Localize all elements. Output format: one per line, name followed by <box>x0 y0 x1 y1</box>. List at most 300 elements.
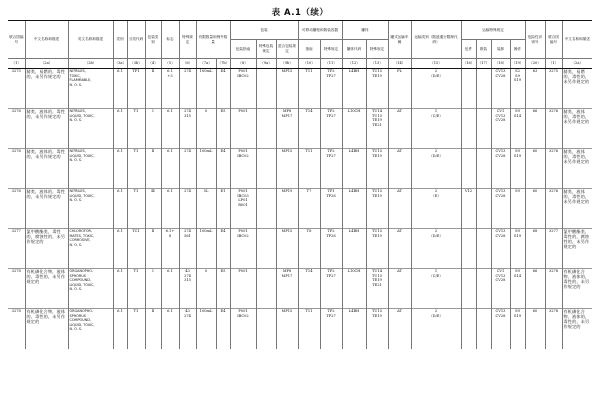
cell-line: TP2 <box>327 269 335 273</box>
col-veh: 罐式运输车辆 <box>388 21 411 59</box>
column-number: （11） <box>320 59 342 69</box>
cell-lq: 0 <box>196 269 216 309</box>
cell-eq: E5 <box>216 269 230 309</box>
cell-sp <box>179 309 196 349</box>
cell-un-repeat: 3275 <box>545 69 562 109</box>
cell-line: N. O. S. <box>69 242 83 247</box>
cell-line: COMPOUND, <box>69 318 91 323</box>
col-op: 操作 <box>510 40 525 59</box>
cell-code: T1 <box>127 109 145 149</box>
cell-line: P001 <box>238 69 248 73</box>
cell-line: 6.1+ <box>165 229 175 233</box>
col-tsp: 特殊规定 <box>320 40 342 59</box>
cell-line: ORGANOPHO- <box>69 309 94 313</box>
cell-mp: MP15 <box>276 69 298 109</box>
cell-eq: E5 <box>216 109 230 149</box>
table-body <box>8 69 592 349</box>
cell-line: CV13 <box>495 309 506 313</box>
cell-lq: 100mL <box>196 69 216 109</box>
column-number: （18） <box>491 59 510 69</box>
cell-line: P001 <box>238 149 248 153</box>
cell-line: S9 <box>515 189 520 193</box>
cell-line: 43 <box>185 309 190 313</box>
cell-label <box>161 69 179 109</box>
col-class: 类别 <box>113 21 127 59</box>
cell-line: 274 <box>184 313 191 318</box>
cell-tsp <box>320 189 342 229</box>
cell-line: IBC03 <box>237 193 249 198</box>
cell-zh: 腈类，易燃的，毒性的，未另作规定的 <box>25 69 68 109</box>
cell-line: （E） <box>431 193 441 198</box>
cell-veh: AT <box>388 309 411 349</box>
cell-line: 6.1 <box>167 109 173 113</box>
cell-line: TE19 <box>372 313 382 318</box>
cell-line: S19 <box>513 153 522 158</box>
cell-un: 3276 <box>8 109 25 149</box>
cell-line: P001 <box>238 189 248 193</box>
cell-line: TP28 <box>326 233 336 238</box>
cell-line: TP2 <box>327 149 335 153</box>
cell-un: 3276 <box>8 149 25 189</box>
cell-lq: 5L <box>196 189 216 229</box>
cell-cat <box>411 189 461 229</box>
cell-line: ORGANOPHO- <box>69 269 94 273</box>
cell-line: S9 <box>515 149 520 153</box>
cell-line: 6.1 <box>167 269 173 273</box>
cell-line: 6.1 <box>167 189 173 193</box>
cell-line: LIQUID, TOXIC, <box>69 153 95 158</box>
cell-cls: 6.1 <box>113 269 127 309</box>
cell-hin: 68 <box>525 229 545 269</box>
cell-bulk <box>476 149 491 189</box>
cell-line: 6.1 <box>167 149 173 153</box>
cell-ti: T8 <box>298 229 320 269</box>
cell-un-repeat: 3277 <box>545 229 562 269</box>
cell-line: TOXIC, <box>69 73 81 78</box>
cell-en <box>68 189 113 229</box>
cell-line: MATES, TOXIC, <box>69 233 95 238</box>
column-number: （8） <box>230 59 256 69</box>
cell-tsp <box>320 69 342 109</box>
cell-line: TE19 <box>372 193 382 198</box>
cell-tc: L4BH <box>342 149 366 189</box>
column-number: （1） <box>8 59 25 69</box>
cell-hin: 66 <box>525 269 545 309</box>
cell-un-repeat: 3276 <box>545 189 562 229</box>
col-pg: 包装类别 <box>145 21 161 59</box>
cell-eq: E4 <box>216 149 230 189</box>
cell-line: TP27 <box>326 113 336 118</box>
cell-line: 8 <box>168 233 172 238</box>
cell-line: CV28 <box>495 118 506 123</box>
cell-pkg <box>461 109 476 149</box>
cell-line: S2 <box>515 69 520 73</box>
cell-sp <box>179 149 196 189</box>
cell-op <box>510 189 525 229</box>
cell-pkg <box>461 149 476 189</box>
cell-line: TU15 <box>372 149 383 153</box>
cell-pi <box>230 189 256 229</box>
cell-pkg <box>461 269 476 309</box>
cell-line: 274 <box>184 149 191 153</box>
column-number: （17） <box>476 59 491 69</box>
cell-tsp <box>320 269 342 309</box>
cell-line: CV1 <box>496 269 505 273</box>
cell-line: CHLOROFOR- <box>69 229 92 233</box>
cell-pg: Ⅲ <box>145 189 161 229</box>
cell-line: （C/E） <box>429 113 443 118</box>
cell-zhr: 氯甲酸酯类，毒性的，腐蚀性的，未另作规定的 <box>562 229 592 269</box>
cell-line: 1 <box>434 109 438 113</box>
cell-un: 3275 <box>8 69 25 109</box>
cell-pg: Ⅰ <box>145 269 161 309</box>
cell-bulk <box>476 309 491 349</box>
cell-zhr: 有机磷化合物，液体的，毒性的，未另作规定的 <box>562 269 592 309</box>
cell-pi <box>230 309 256 349</box>
cell-line: SPHORUS <box>69 273 86 278</box>
cell-line: 315 <box>184 278 191 283</box>
cell-ti: T11 <box>298 149 320 189</box>
cell-tc: L10CH <box>342 109 366 149</box>
cell-tsp2 <box>366 269 388 309</box>
cell-code: T1 <box>127 189 145 229</box>
cell-un-repeat: 3278 <box>545 269 562 309</box>
cell-line: TP2 <box>327 69 335 73</box>
cell-line: CV13 <box>495 149 506 153</box>
cell-ti: T7 <box>298 189 320 229</box>
cell-line: 274 <box>184 273 191 278</box>
cell-line: CV28 <box>495 278 506 283</box>
cell-line: TP27 <box>326 73 336 78</box>
col-psp: 特殊包装规定 <box>256 40 276 59</box>
cell-line: 561 <box>184 233 191 238</box>
cell-line: CV28 <box>495 233 506 238</box>
cell-line: IBC02 <box>237 73 249 78</box>
cell-en <box>68 109 113 149</box>
cell-en <box>68 269 113 309</box>
cell-un: 3278 <box>8 269 25 309</box>
cell-line: TU15 <box>372 189 383 193</box>
cell-line: （D/E） <box>429 153 443 158</box>
cell-line: TU15 <box>372 229 383 233</box>
cell-line: 6.1 <box>167 309 173 313</box>
cell-cat <box>411 309 461 349</box>
cell-code: TF1 <box>127 69 145 109</box>
cell-line: TE19 <box>372 73 382 78</box>
cell-line: P001 <box>238 309 248 313</box>
cell-load <box>491 229 510 269</box>
table-title: 表 A.1（续） <box>271 8 329 18</box>
cell-label <box>161 149 179 189</box>
cell-pg: Ⅱ <box>145 309 161 349</box>
cell-label <box>161 229 179 269</box>
cell-line: 2 <box>434 69 438 73</box>
cell-line: TU15 <box>372 113 383 118</box>
cell-tsp2 <box>366 229 388 269</box>
cell-line: TU14 <box>372 269 383 273</box>
column-number: （6） <box>179 59 196 69</box>
cell-tsp2 <box>366 69 388 109</box>
cell-pkg <box>461 229 476 269</box>
cell-ti: T14 <box>298 269 320 309</box>
cell-ti: T11 <box>298 309 320 349</box>
cell-veh: AT <box>388 149 411 189</box>
cell-pi <box>230 69 256 109</box>
cell-line: S19 <box>513 313 522 318</box>
cell-un-repeat: 3276 <box>545 149 562 189</box>
cell-line: S14 <box>513 113 522 118</box>
cell-lq: 0 <box>196 109 216 149</box>
cell-zh: 氯甲酸酯类，毒性的，腐蚀性的，未另作规定的 <box>25 229 68 269</box>
cell-tc: L10CH <box>342 269 366 309</box>
cell-line: NITRILES, <box>69 109 86 113</box>
cell-ti: T14 <box>298 109 320 149</box>
cell-zh: 腈类，液体的，毒性的，未另作规定的 <box>25 109 68 149</box>
cell-lq: 100mL <box>196 229 216 269</box>
cell-line: CV13 <box>495 229 506 233</box>
cell-cat <box>411 69 461 109</box>
cell-line: S9 <box>515 229 520 233</box>
cell-mp: MP8 MP17 <box>276 109 298 149</box>
cell-line: 1 <box>434 269 438 273</box>
column-number: （4） <box>145 59 161 69</box>
column-number: （2b） <box>68 59 113 69</box>
cell-op <box>510 269 525 309</box>
col-bulk: 散装 <box>476 40 491 59</box>
cell-line: FLAMMABLE, <box>69 78 92 83</box>
cell-ti: T11 <box>298 69 320 109</box>
cell-line: CV1 <box>496 109 505 113</box>
cell-line: N. O. S. <box>69 287 83 292</box>
column-number: （14） <box>388 59 411 69</box>
cell-pg: Ⅰ <box>145 109 161 149</box>
cell-load <box>491 269 510 309</box>
group-special: 运输特殊规定 <box>461 21 525 40</box>
column-number: （12） <box>342 59 366 69</box>
cell-sp <box>179 189 196 229</box>
cell-tsp <box>320 309 342 349</box>
column-number: （5） <box>161 59 179 69</box>
cell-line: 315 <box>184 113 191 118</box>
col-hin: 危险性识别号 <box>525 21 545 59</box>
cell-line: CV13 <box>495 113 506 118</box>
cell-line: N. O. S. <box>69 198 83 203</box>
cell-line: TU15 <box>372 273 383 278</box>
col-name-zh: 中文名称和描述 <box>25 21 68 59</box>
column-number: （20） <box>525 59 545 69</box>
cell-line: LIQUID, TOXIC, <box>69 113 95 118</box>
cell-line: S9 <box>515 109 520 113</box>
cell-pkg: V12 <box>461 189 476 229</box>
cell-code: T1 <box>127 149 145 189</box>
cell-bulk <box>476 189 491 229</box>
column-number: （10） <box>298 59 320 69</box>
cell-eq: E4 <box>216 69 230 109</box>
cell-line: TU14 <box>372 109 383 113</box>
cell-line: LIQUID, TOXIC, <box>69 193 95 198</box>
table-row <box>8 229 592 269</box>
cell-en <box>68 309 113 349</box>
cell-en <box>68 229 113 269</box>
column-number: （15） <box>411 59 461 69</box>
cell-line: P001 <box>238 109 248 113</box>
cell-pkg <box>461 69 476 109</box>
cell-veh: AT <box>388 189 411 229</box>
col-zh2: 中文名称和描述 <box>562 21 592 59</box>
cell-un-repeat: 3278 <box>545 309 562 349</box>
cell-un: 3277 <box>8 229 25 269</box>
cell-bulk <box>476 109 491 149</box>
cell-bulk <box>476 229 491 269</box>
cell-en <box>68 149 113 189</box>
cell-line: TU15 <box>372 69 383 73</box>
cell-line: N. O. S. <box>69 118 83 123</box>
cell-cls: 6.1 <box>113 69 127 109</box>
dangerous-goods-table <box>8 21 592 349</box>
cell-load <box>491 149 510 189</box>
cell-line: COMPOUND, <box>69 278 91 283</box>
cell-line: N. O. S. <box>69 158 83 163</box>
cell-line: TE19 <box>372 233 382 238</box>
cell-line: 274 <box>184 69 191 73</box>
cell-mp: MP19 <box>276 189 298 229</box>
cell-line: （D/E） <box>429 233 443 238</box>
cell-zhr: 腈类，液体的，毒性的，未另作规定的 <box>562 109 592 149</box>
cell-line: TP2 <box>327 309 335 313</box>
cell-cat <box>411 109 461 149</box>
cell-line: TE21 <box>372 282 382 287</box>
col-un: 联合国编号 <box>8 21 25 59</box>
cell-cat <box>411 229 461 269</box>
cell-zh: 腈类，液体的，毒性的，未另作规定的 <box>25 189 68 229</box>
cell-op <box>510 149 525 189</box>
cell-zhr: 腈类，液体的，毒性的，未另作规定的 <box>562 189 592 229</box>
col-lq: 有限数量和例外数量 <box>196 21 230 59</box>
column-number: （13） <box>366 59 388 69</box>
cell-tc: L4BH <box>342 229 366 269</box>
table-row <box>8 309 592 349</box>
cell-pg: Ⅱ <box>145 229 161 269</box>
cell-line: S14 <box>513 273 522 278</box>
cell-veh: AT <box>388 109 411 149</box>
cell-line: N. O. S. <box>69 327 83 332</box>
cell-line: TP28 <box>326 193 336 198</box>
cell-line: LP01 <box>238 198 248 203</box>
cell-line: 2 <box>434 309 438 313</box>
cell-op <box>510 229 525 269</box>
cell-line: TE21 <box>372 122 382 127</box>
cell-tsp <box>320 229 342 269</box>
cell-tsp2 <box>366 309 388 349</box>
cell-line: 274 <box>184 229 191 233</box>
cell-line: TP27 <box>326 313 336 318</box>
cell-line: 6.1 <box>167 69 173 73</box>
cell-bulk <box>476 69 491 109</box>
cell-load <box>491 309 510 349</box>
cell-zh: 腈类，液体的，毒性的，未另作规定的 <box>25 149 68 189</box>
table-row <box>8 269 592 309</box>
cell-line: N. O. S. <box>69 82 83 87</box>
cell-bulk <box>476 269 491 309</box>
col-ti: 指南 <box>298 40 320 59</box>
cell-line: R001 <box>238 202 248 207</box>
cell-line: CV28 <box>495 73 506 78</box>
cell-code: T1 <box>127 309 145 349</box>
cell-load <box>491 69 510 109</box>
cell-tsp2 <box>366 189 388 229</box>
cell-code: T1 <box>127 269 145 309</box>
cell-en <box>68 69 113 109</box>
cell-label <box>161 309 179 349</box>
cell-tc: L4BH <box>342 69 366 109</box>
cell-hin: 60 <box>525 189 545 229</box>
cell-line: TP1 <box>327 189 335 193</box>
cell-cls: 6.1 <box>113 149 127 189</box>
cell-load <box>491 109 510 149</box>
col-code: 分类代码 <box>127 21 145 59</box>
cell-op <box>510 109 525 149</box>
group-rtank: 罐体 <box>342 21 388 40</box>
cell-zhr: 有机磷化合物，液体的，毒性的，未另作规定的 <box>562 309 592 349</box>
cell-hin: 66 <box>525 109 545 149</box>
cell-line: 2 <box>434 229 438 233</box>
cell-op <box>510 309 525 349</box>
cell-cat <box>411 149 461 189</box>
cell-un-repeat: 3276 <box>545 109 562 149</box>
cell-line: 274 <box>184 189 191 193</box>
cell-psp <box>256 109 276 149</box>
cell-eq: E4 <box>216 309 230 349</box>
column-number: （9a） <box>256 59 276 69</box>
cell-line: CV13 <box>495 69 506 73</box>
cell-line: TE19 <box>372 278 382 283</box>
col-load: 装卸 <box>491 40 510 59</box>
col-pi: 包装指南 <box>230 40 256 59</box>
cell-cls: 6.1 <box>113 309 127 349</box>
cell-psp <box>256 69 276 109</box>
table-row <box>8 149 592 189</box>
col-tsp2: 特殊规定 <box>366 40 388 59</box>
cell-line: +3 <box>167 73 173 78</box>
cell-code: TC1 <box>127 229 145 269</box>
cell-veh: FL <box>388 69 411 109</box>
cell-pi <box>230 229 256 269</box>
cell-line: 274 <box>184 109 191 113</box>
cell-line: （C/E） <box>429 273 443 278</box>
cell-line: P001 <box>238 229 248 233</box>
table-row <box>8 69 592 109</box>
col-pkg: 包件 <box>461 40 476 59</box>
cell-eq: E1 <box>216 189 230 229</box>
cell-line: CV28 <box>495 313 506 318</box>
column-number: （3b） <box>127 59 145 69</box>
cell-tsp2 <box>366 149 388 189</box>
cell-psp <box>256 149 276 189</box>
cell-pi <box>230 109 256 149</box>
column-number: （3a） <box>113 59 127 69</box>
cell-line: TP2 <box>327 109 335 113</box>
group-packaging: 包装 <box>230 21 298 40</box>
cell-line: 43 <box>185 269 190 273</box>
cell-line: P001 <box>238 269 248 273</box>
cell-line: （D/E） <box>429 313 443 318</box>
cell-pi <box>230 269 256 309</box>
cell-line: SPHORUS <box>69 313 86 318</box>
cell-un: 3276 <box>8 189 25 229</box>
cell-line: CV13 <box>495 273 506 278</box>
cell-line: TE19 <box>372 153 382 158</box>
cell-line: IBC02 <box>237 153 249 158</box>
